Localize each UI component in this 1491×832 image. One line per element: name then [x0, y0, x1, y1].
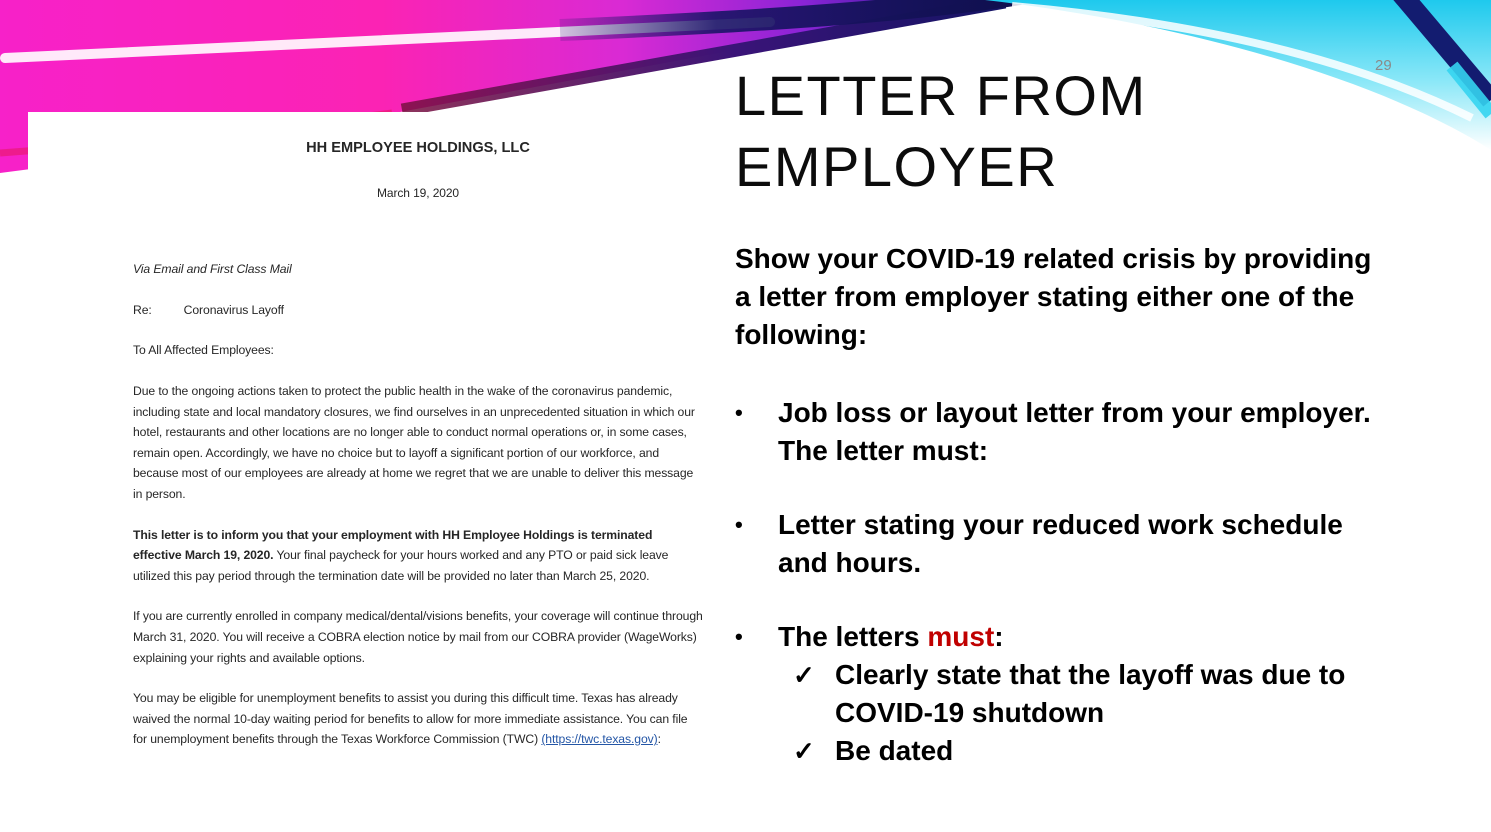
letter-paragraph-4: [133, 688, 703, 750]
letter-re-subject: Coronavirus Layoff: [183, 302, 284, 317]
checkmark-icon: ✓: [793, 736, 815, 766]
bullet-item-job-loss: [735, 394, 1425, 470]
slide-title: LETTER FROM EMPLOYER: [735, 64, 1147, 198]
letter-paycheck-info: Your final paycheck for your hours worked and any PTO or paid sick leave utilized this pay period through the termination date will be provided no later than March 25, 2020.: [133, 548, 669, 583]
bullet-icon: •: [735, 400, 743, 425]
requirements-prefix: The letters: [778, 621, 928, 652]
checkmark-icon: ✓: [793, 660, 815, 690]
bullet-item-reduced-schedule: [735, 506, 1425, 582]
slide-body: [735, 60, 1425, 770]
bullet-item-letter-requirements: [735, 618, 1425, 656]
check-item-covid-statement: [793, 656, 1425, 732]
letter-paragraph-4-end: :: [657, 732, 661, 747]
letter-date: March 19, 2020: [377, 185, 459, 200]
letter-paragraph-2: [133, 525, 703, 587]
bullet-text: Letter stating your reduced work schedule and hours.: [778, 509, 1343, 578]
letter-paragraph-1: Due to the ongoing actions taken to protect the public health in the wake of the coronavirus pandemic, including state and local mandatory closures, we find ourselves in an unprecedented situation in which our hotel, restaurants and other locations are no longer able to conduct normal operations or, in some cases, remain open. Accordingly, we have no choice but to layoff a significant portion of our workforce, and because most of our employees are already at home we regret that we are unable to deliver this message in person.: [133, 383, 695, 501]
letter-image: [28, 112, 710, 832]
letter-unemployment-info: You may be eligible for unemployment benefits to assist you during this difficult time. Texas has already waived the normal 10-day waiting period for benefits to allow for more immediate assistance. You can file for unemployment benefits through the Texas Workforce Commission (TWC): [133, 691, 688, 747]
letter-company-name: HH EMPLOYEE HOLDINGS, LLC: [306, 140, 530, 156]
check-item-be-dated: [793, 732, 1425, 770]
letter-salutation: To All Affected Employees:: [133, 343, 274, 358]
letter-re-label: Re:: [133, 302, 152, 317]
letter-re-line: [133, 300, 703, 321]
letter-content: [133, 138, 703, 750]
letter-delivery-method: Via Email and First Class Mail: [133, 262, 292, 277]
bullet-icon: •: [735, 512, 743, 537]
twc-link[interactable]: (https://twc.texas.gov): [541, 732, 658, 747]
letter-termination-notice: This letter is to inform you that your employment with HH Employee Holdings is terminated effective March 19, 2020.: [133, 527, 653, 563]
check-text: Be dated: [835, 735, 954, 766]
intro-text: Show your COVID-19 related crisis by providing a letter from employer stating either one of the following:: [735, 243, 1372, 350]
bullet-text: [778, 618, 1398, 656]
page-number: 29: [1375, 57, 1392, 74]
requirements-must-word: must: [927, 621, 995, 652]
bullet-text: Job loss or layout letter from your employer. The letter must:: [778, 397, 1371, 466]
bullet-icon: •: [735, 624, 743, 649]
check-text: Clearly state that the layoff was due to COVID-19 shutdown: [835, 659, 1346, 728]
letter-paragraph-3: If you are currently enrolled in company medical/dental/visions benefits, your coverage will continue through March 31, 2020. You will receive a COBRA election notice by mail from our COBRA provider (WageWorks) explaining your rights and available options.: [133, 609, 703, 665]
requirements-suffix: :: [994, 621, 1004, 652]
